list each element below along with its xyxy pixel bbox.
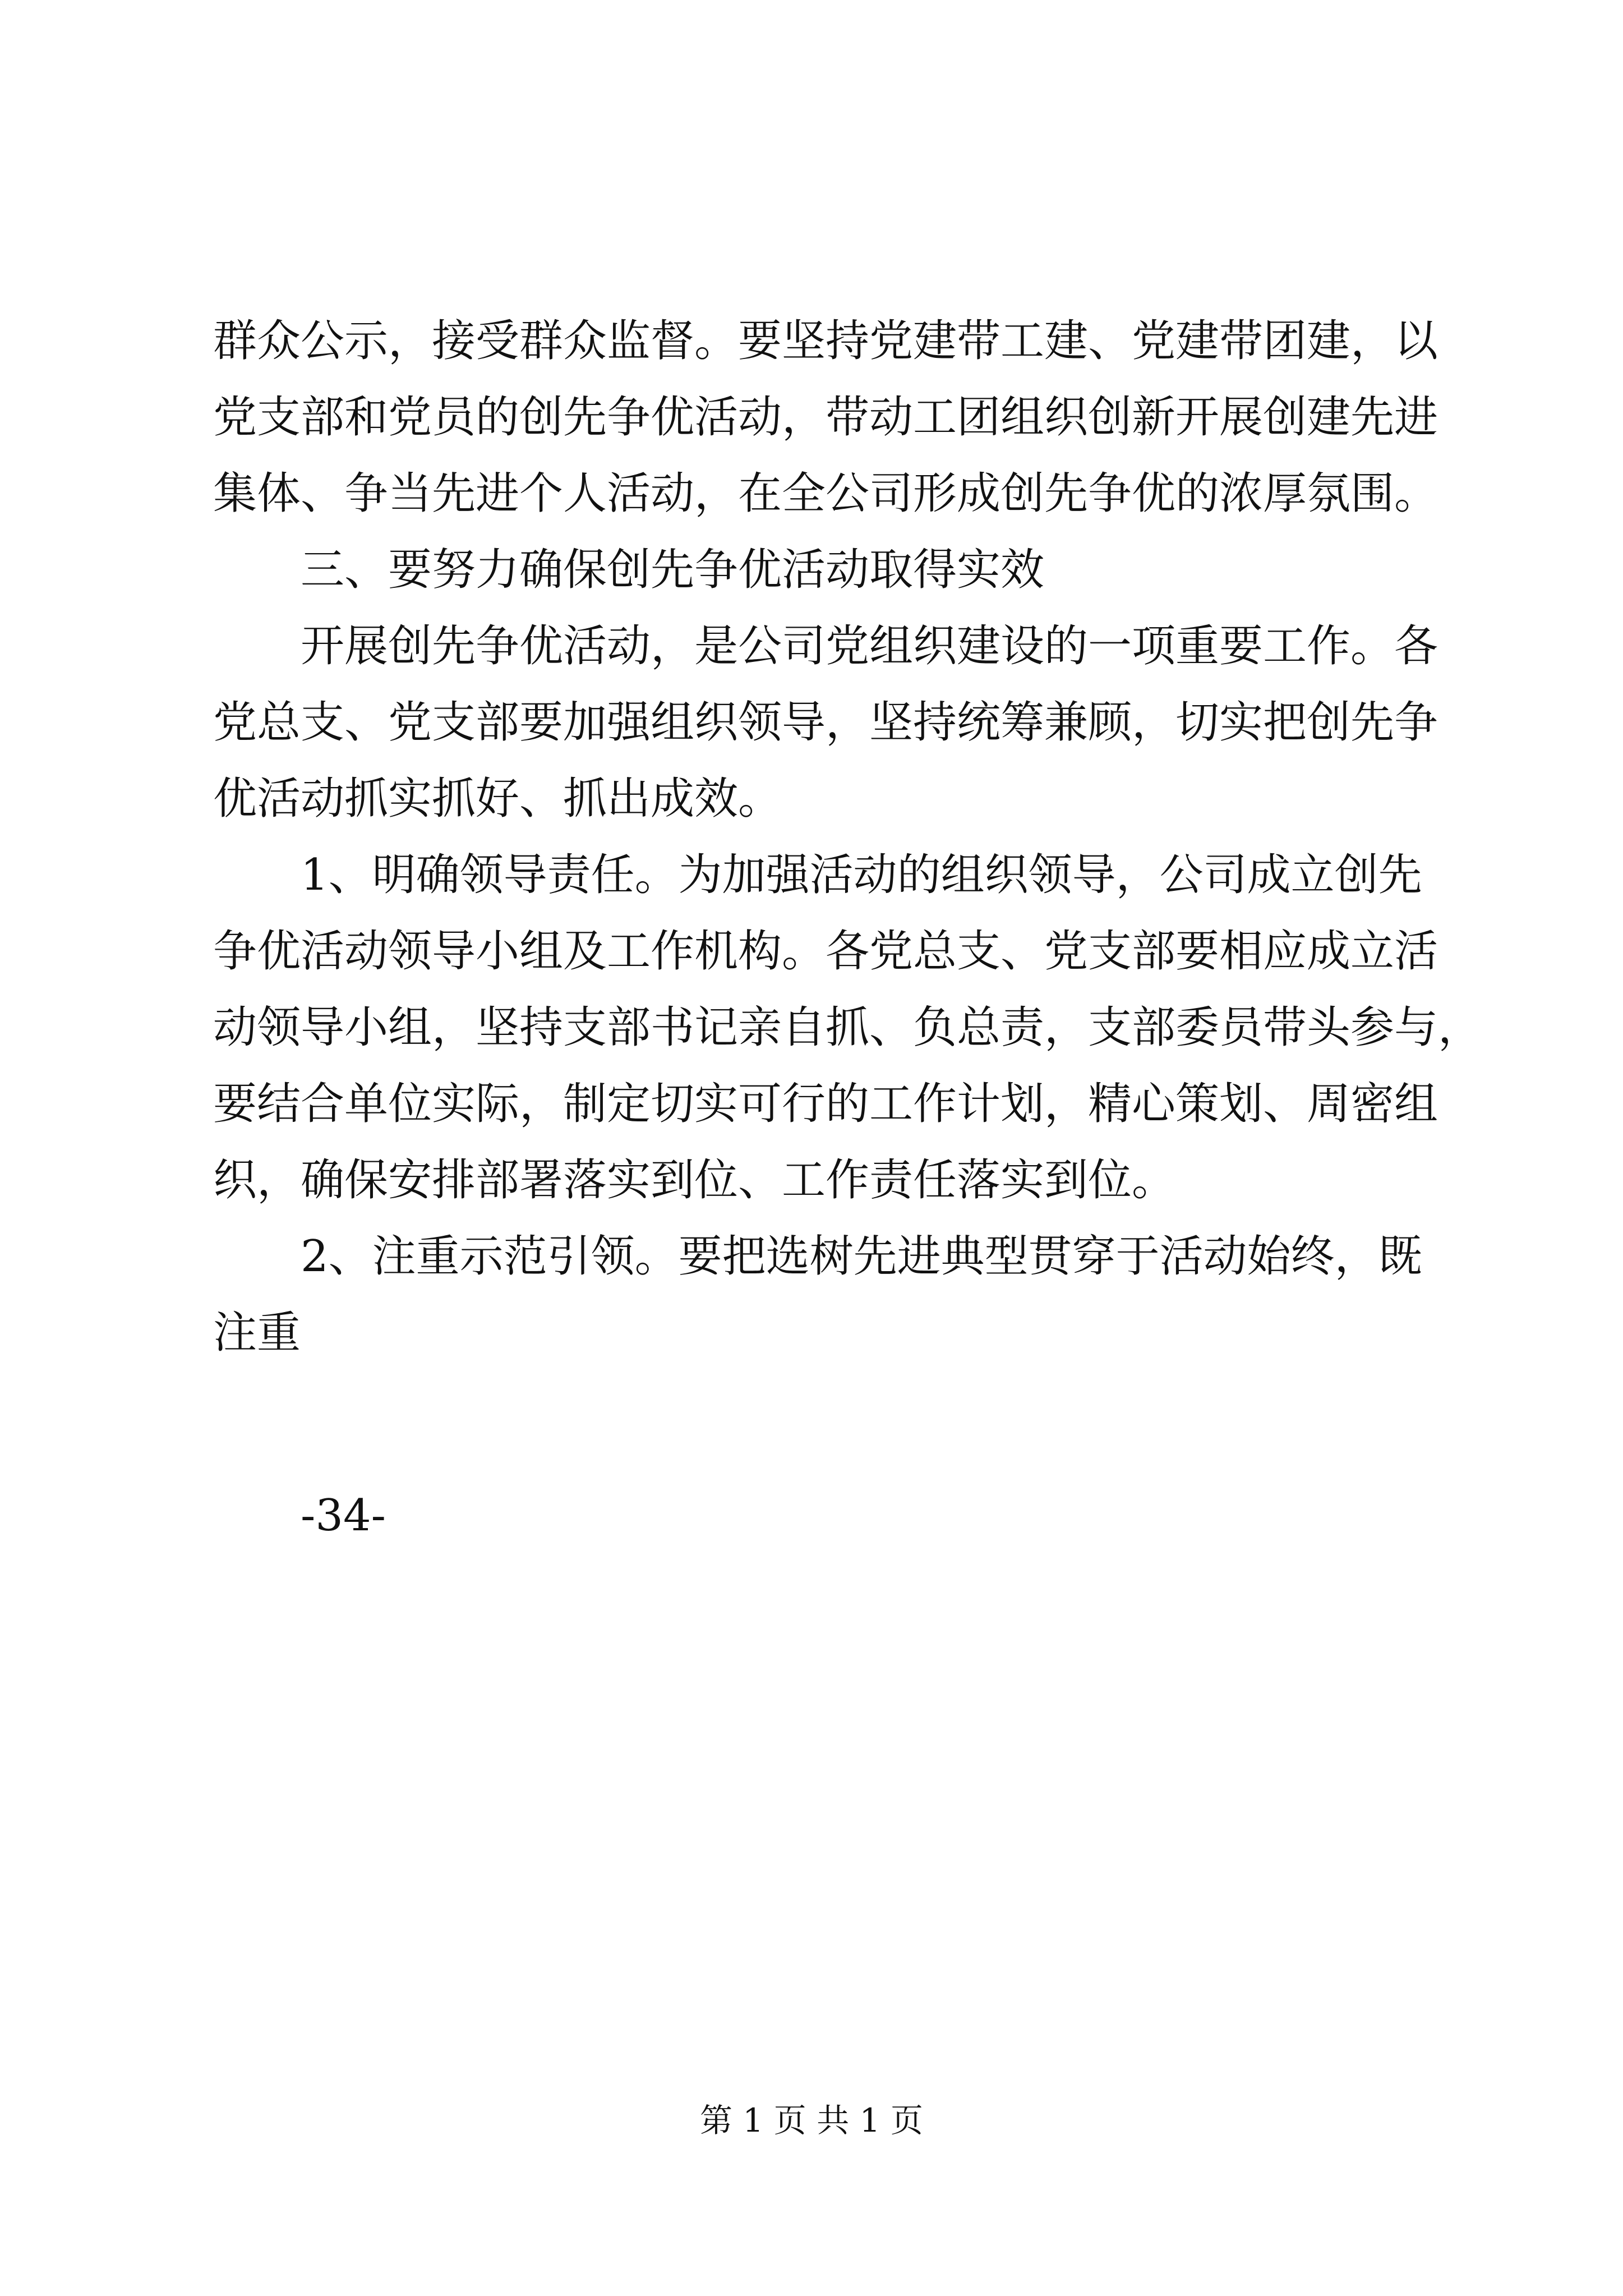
text-line: 织，确保安排部署落实到位、工作责任落实到位。	[213, 1155, 1176, 1205]
text-line: 群众公示，接受群众监督。要坚持党建带工建、党建带团建，以	[213, 316, 1438, 366]
list-item-start: 1、明确领导责任。为加强活动的组织领导，公司成立创先	[301, 850, 1422, 900]
body-text	[213, 303, 1482, 1371]
page-footer: 第 1 页 共 1 页	[700, 2101, 923, 2139]
text-line: 党支部和党员的创先争优活动，带动工团组织创新开展创建先进	[213, 392, 1438, 443]
text-line: 优活动抓实抓好、抓出成效。	[213, 774, 782, 824]
page-number-marker: -34-	[301, 1490, 386, 1541]
list-item-start: 2、注重示范引领。要把选树先进典型贯穿于活动始终，既	[301, 1231, 1422, 1282]
text-line: 动领导小组，坚持支部书记亲自抓、负总责，支部委员带头参与，	[213, 1002, 1482, 1053]
text-line: 集体、争当先进个人活动，在全公司形成创先争优的浓厚氛围。	[213, 468, 1438, 519]
section-heading: 三、要努力确保创先争优活动取得实效	[301, 545, 1045, 595]
text-line: 要结合单位实际，制定切实可行的工作计划，精心策划、周密组	[213, 1079, 1438, 1129]
paragraph-start: 开展创先争优活动，是公司党组织建设的一项重要工作。各	[301, 621, 1438, 671]
text-line: 党总支、党支部要加强组织领导，坚持统筹兼顾，切实把创先争	[213, 697, 1438, 748]
text-line: 注重	[213, 1308, 301, 1358]
text-line: 争优活动领导小组及工作机构。各党总支、党支部要相应成立活	[213, 926, 1438, 977]
